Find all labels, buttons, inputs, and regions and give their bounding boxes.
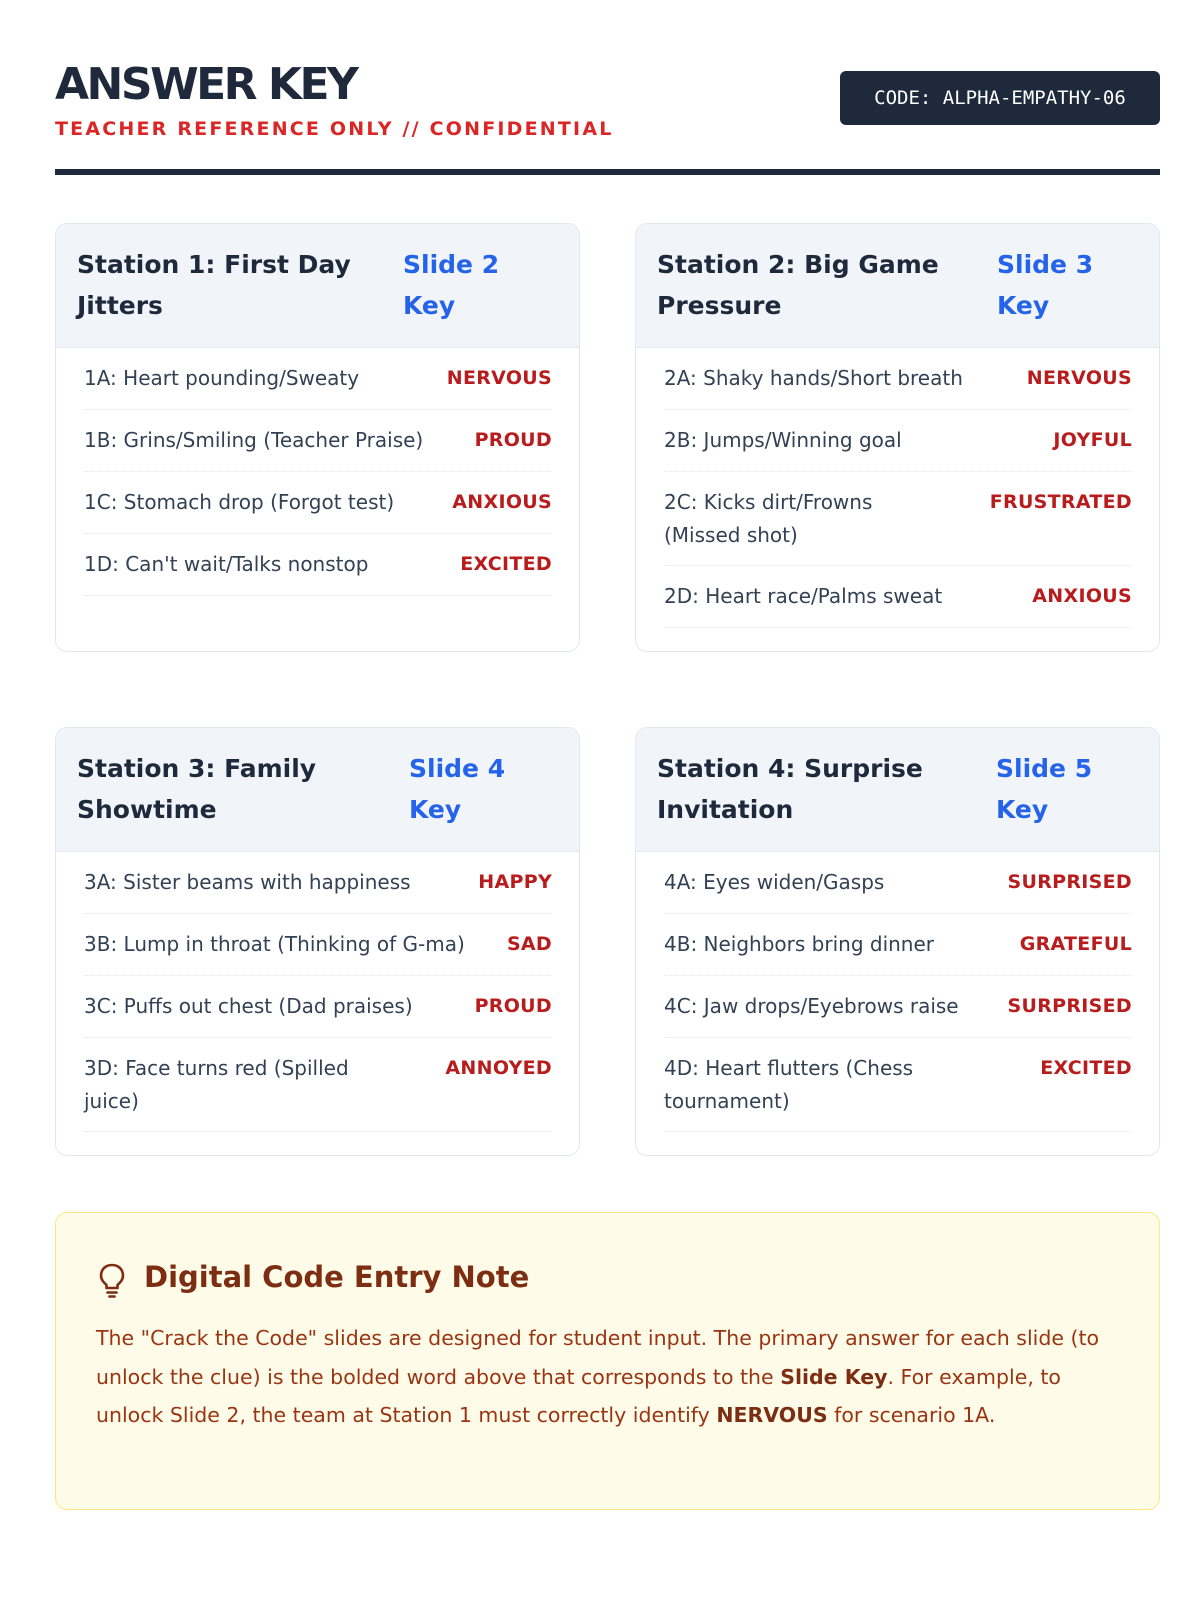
scenario-text: 1B: Grins/Smiling (Teacher Praise) [84,428,424,452]
note-bold-slide-key: Slide Key [780,1364,888,1389]
scenario-text: 3A: Sister beams with happiness [84,870,411,894]
emotion-answer: SURPRISED [1007,995,1132,1017]
scenario-text: 2A: Shaky hands/Short breath [664,366,963,390]
note-body [96,1319,1106,1435]
station-card-header [636,224,1159,348]
header [55,55,1160,175]
answer-row [664,566,1132,628]
station-card-header [56,728,579,852]
station-card-3 [55,727,580,1156]
emotion-answer: EXCITED [1040,1057,1132,1079]
scenario-text: 4B: Neighbors bring dinner [664,932,934,956]
scenario-text: 2C: Kicks dirt/Frowns (Missed shot) [664,490,873,547]
note-title: Digital Code Entry Note [144,1260,530,1294]
code-badge: CODE: ALPHA-EMPATHY-06 [840,71,1160,125]
emotion-answer: ANXIOUS [452,491,552,513]
answer-row [664,1038,1132,1132]
scenario-text: 2B: Jumps/Winning goal [664,428,902,452]
answer-row [664,852,1132,914]
note-text: . For example, to unlock Slide 2, the team at Station 1 must correctly identify [96,1364,1061,1427]
emotion-answer: NERVOUS [1026,367,1132,389]
answer-row [664,410,1132,472]
note-text: for scenario 1A. [827,1403,996,1427]
scenario-text: 1C: Stomach drop (Forgot test) [84,490,395,514]
scenario-text: 1D: Can't wait/Talks nonstop [84,552,369,576]
answer-row [664,472,1132,566]
emotion-answer: GRATEFUL [1019,933,1132,955]
answer-row [84,852,552,914]
slide-key-label: Slide 4 Key [409,754,506,824]
answer-list [664,852,1132,1132]
emotion-answer: NERVOUS [446,367,552,389]
answer-list [664,348,1132,628]
answer-row [664,348,1132,410]
emotion-answer: FRUSTRATED [989,491,1132,513]
station-title: Station 1: First Day Jitters [77,250,351,320]
station-title: Station 2: Big Game Pressure [657,250,939,320]
station-card-1 [55,223,580,652]
answer-key-page [55,0,1160,1600]
answer-row [84,914,552,976]
station-card-header [636,728,1159,852]
digital-code-note [55,1212,1160,1510]
answer-row [84,534,552,596]
emotion-answer: SURPRISED [1007,871,1132,893]
scenario-text: 3B: Lump in throat (Thinking of G-ma) [84,932,465,956]
scenario-text: 4A: Eyes widen/Gasps [664,870,885,894]
scenario-text: 3D: Face turns red (Spilled juice) [84,1056,349,1113]
slide-key-label: Slide 2 Key [403,250,500,320]
scenario-text: 2D: Heart race/Palms sweat [664,584,943,608]
emotion-answer: PROUD [474,995,552,1017]
answer-row [84,976,552,1038]
station-card-2 [635,223,1160,652]
lightbulb-icon [96,1261,128,1299]
station-card-header [56,224,579,348]
scenario-text: 3C: Puffs out chest (Dad praises) [84,994,413,1018]
answer-list [84,348,552,596]
scenario-text: 1A: Heart pounding/Sweaty [84,366,360,390]
note-bold-answer: NERVOUS [716,1403,828,1427]
page-title: ANSWER KEY [55,59,357,110]
answer-row [84,410,552,472]
emotion-answer: HAPPY [478,871,552,893]
emotion-answer: ANXIOUS [1032,585,1132,607]
slide-key-label: Slide 3 Key [997,250,1094,320]
confidential-subtitle: TEACHER REFERENCE ONLY // CONFIDENTIAL [55,118,614,140]
station-title: Station 3: Family Showtime [77,754,317,824]
header-divider [55,169,1160,175]
answer-row [84,472,552,534]
scenario-text: 4D: Heart flutters (Chess tournament) [664,1056,914,1113]
answer-row [664,976,1132,1038]
station-card-4 [635,727,1160,1156]
answer-row [664,914,1132,976]
answer-row [84,1038,552,1132]
emotion-answer: EXCITED [460,553,552,575]
note-text: The "Crack the Code" slides are designed for student input. The primary answer for each slide (to unlock the clue) is the bolded word above that corresponds to the [96,1326,1100,1389]
answer-list [84,852,552,1132]
slide-key-label: Slide 5 Key [996,754,1093,824]
scenario-text: 4C: Jaw drops/Eyebrows raise [664,994,959,1018]
emotion-answer: SAD [506,933,552,955]
emotion-answer: PROUD [474,429,552,451]
emotion-answer: JOYFUL [1053,429,1132,451]
answer-row [84,348,552,410]
emotion-answer: ANNOYED [445,1057,552,1079]
station-title: Station 4: Surprise Invitation [657,754,923,824]
